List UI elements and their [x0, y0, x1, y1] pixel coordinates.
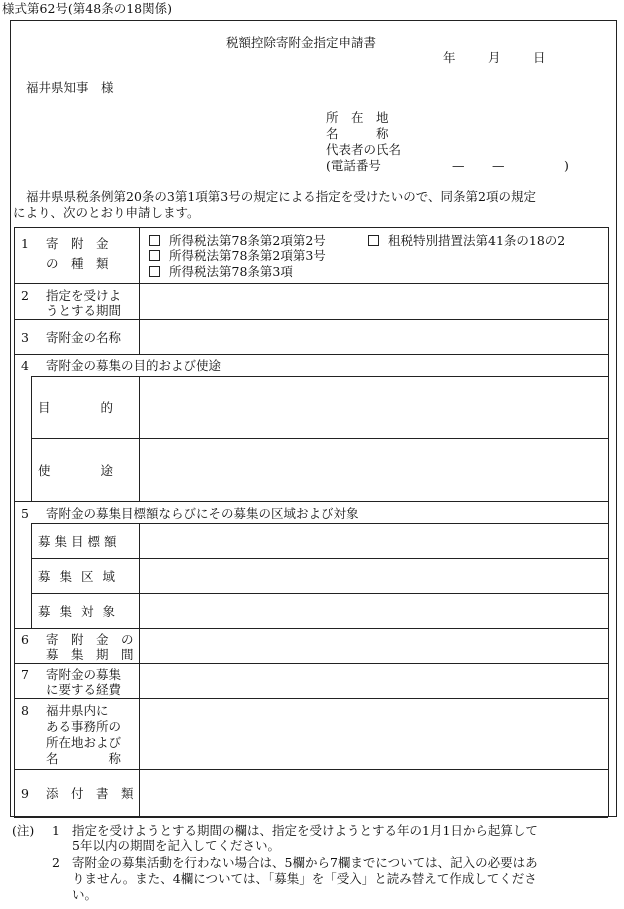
usage-label: 使 途 — [38, 463, 114, 478]
row1-number: 1 — [21, 236, 29, 251]
row4-label: 寄附金の募集の目的および使途 — [46, 358, 222, 373]
name-label: 名 称 — [326, 126, 389, 141]
note-2-line-1: 寄附金の募集活動を行わない場合は、5欄から7欄までについては、記入の必要はあ — [72, 855, 538, 870]
note-2-number: 2 — [52, 855, 60, 870]
checkbox[interactable] — [149, 250, 160, 261]
date-month[interactable]: 月 — [488, 50, 501, 65]
row4-number: 4 — [21, 358, 29, 373]
date-day[interactable]: 日 — [533, 50, 546, 65]
intro-line-1: 福井県県税条例第20条の3第1項第3号の規定による指定を受けたいので、同条第2項の規定 — [26, 189, 536, 204]
option-78-2-2[interactable]: 所得税法第78条第2項第2号 — [149, 233, 326, 249]
page-title: 税額控除寄附金指定申請書 — [226, 35, 377, 50]
phone-label: (電話番号 — [326, 158, 381, 173]
row9-number: 9 — [21, 786, 29, 801]
row1-label-1: 寄 附 金 — [46, 236, 109, 251]
date-year[interactable]: 年 — [443, 50, 456, 65]
row7-label-2: に要する経費 — [46, 682, 122, 697]
row8-number: 8 — [21, 703, 29, 718]
row3-label: 寄附金の名称 — [46, 330, 122, 345]
phone-dash-1: — — [452, 158, 465, 173]
address-label: 所 在 地 — [326, 110, 389, 125]
purpose-label: 目 的 — [38, 400, 114, 415]
row9-label: 添 付 書 類 — [46, 786, 134, 801]
addressee: 福井県知事 様 — [26, 80, 114, 95]
phone-close: ) — [564, 158, 569, 173]
area-field[interactable] — [140, 559, 607, 592]
donation-name-field[interactable] — [140, 320, 607, 353]
row5-number: 5 — [21, 506, 29, 521]
intro-line-2: により、次のとおり申請します。 — [13, 205, 200, 220]
expenses-field[interactable] — [140, 664, 607, 697]
row6-label-2: 募 集 期 間 — [46, 647, 134, 662]
target-amount-field[interactable] — [140, 524, 607, 557]
option-sochi-41-18-2[interactable]: 租税特別措置法第41条の18の2 — [368, 233, 565, 249]
row6-label-1: 寄 附 金 の — [46, 632, 134, 647]
row2-number: 2 — [21, 288, 29, 303]
checkbox[interactable] — [149, 235, 160, 246]
row8-label-3: 所在地および — [46, 735, 122, 750]
row2-label-2: うとする期間 — [46, 303, 122, 318]
checkbox[interactable] — [368, 235, 379, 246]
audience-field[interactable] — [140, 594, 607, 627]
purpose-field[interactable] — [140, 377, 607, 437]
representative-label: 代表者の氏名 — [326, 142, 402, 157]
row1-label-2: の 種 類 — [46, 256, 109, 271]
note-1-number: 1 — [52, 823, 60, 838]
office-address-field[interactable] — [140, 699, 607, 768]
row8-label-1: 福井県内に — [46, 703, 109, 718]
attachments-field[interactable] — [140, 770, 607, 816]
period-field[interactable] — [140, 284, 607, 318]
note-2-line-2: りません。また、4欄については、「募集」を「受入」と読み替えて作成してくださ — [72, 871, 537, 886]
option-78-2-3[interactable]: 所得税法第78条第2項第3号 — [149, 248, 326, 264]
audience-label: 募集対象 — [38, 604, 125, 619]
option-78-3[interactable]: 所得税法第78条第3項 — [149, 264, 293, 280]
row7-number: 7 — [21, 667, 29, 682]
row2-label-1: 指定を受けよ — [46, 288, 122, 303]
phone-dash-2: — — [492, 158, 505, 173]
target-amount-label: 募集目標額 — [38, 534, 121, 549]
row3-number: 3 — [21, 330, 29, 345]
row8-label-4: 名 称 — [46, 751, 122, 766]
note-2-line-3: い。 — [72, 887, 98, 902]
row8-label-2: ある事務所の — [46, 719, 122, 734]
row7-label-1: 寄附金の募集 — [46, 667, 122, 682]
collection-period-field[interactable] — [140, 629, 607, 662]
form-number: 様式第62号(第48条の18関係) — [2, 1, 172, 16]
note-1-line-1: 指定を受けようとする期間の欄は、指定を受けようとする年の1月1日から起算して — [72, 823, 538, 838]
notes-head: (注) — [12, 823, 35, 838]
row6-number: 6 — [21, 632, 29, 647]
area-label: 募集区域 — [38, 569, 125, 584]
usage-field[interactable] — [140, 439, 607, 500]
row5-label: 寄附金の募集目標額ならびにその募集の区域および対象 — [46, 506, 359, 521]
checkbox[interactable] — [149, 266, 160, 277]
note-1-line-2: 5年以内の期間を記入してください。 — [72, 838, 280, 853]
